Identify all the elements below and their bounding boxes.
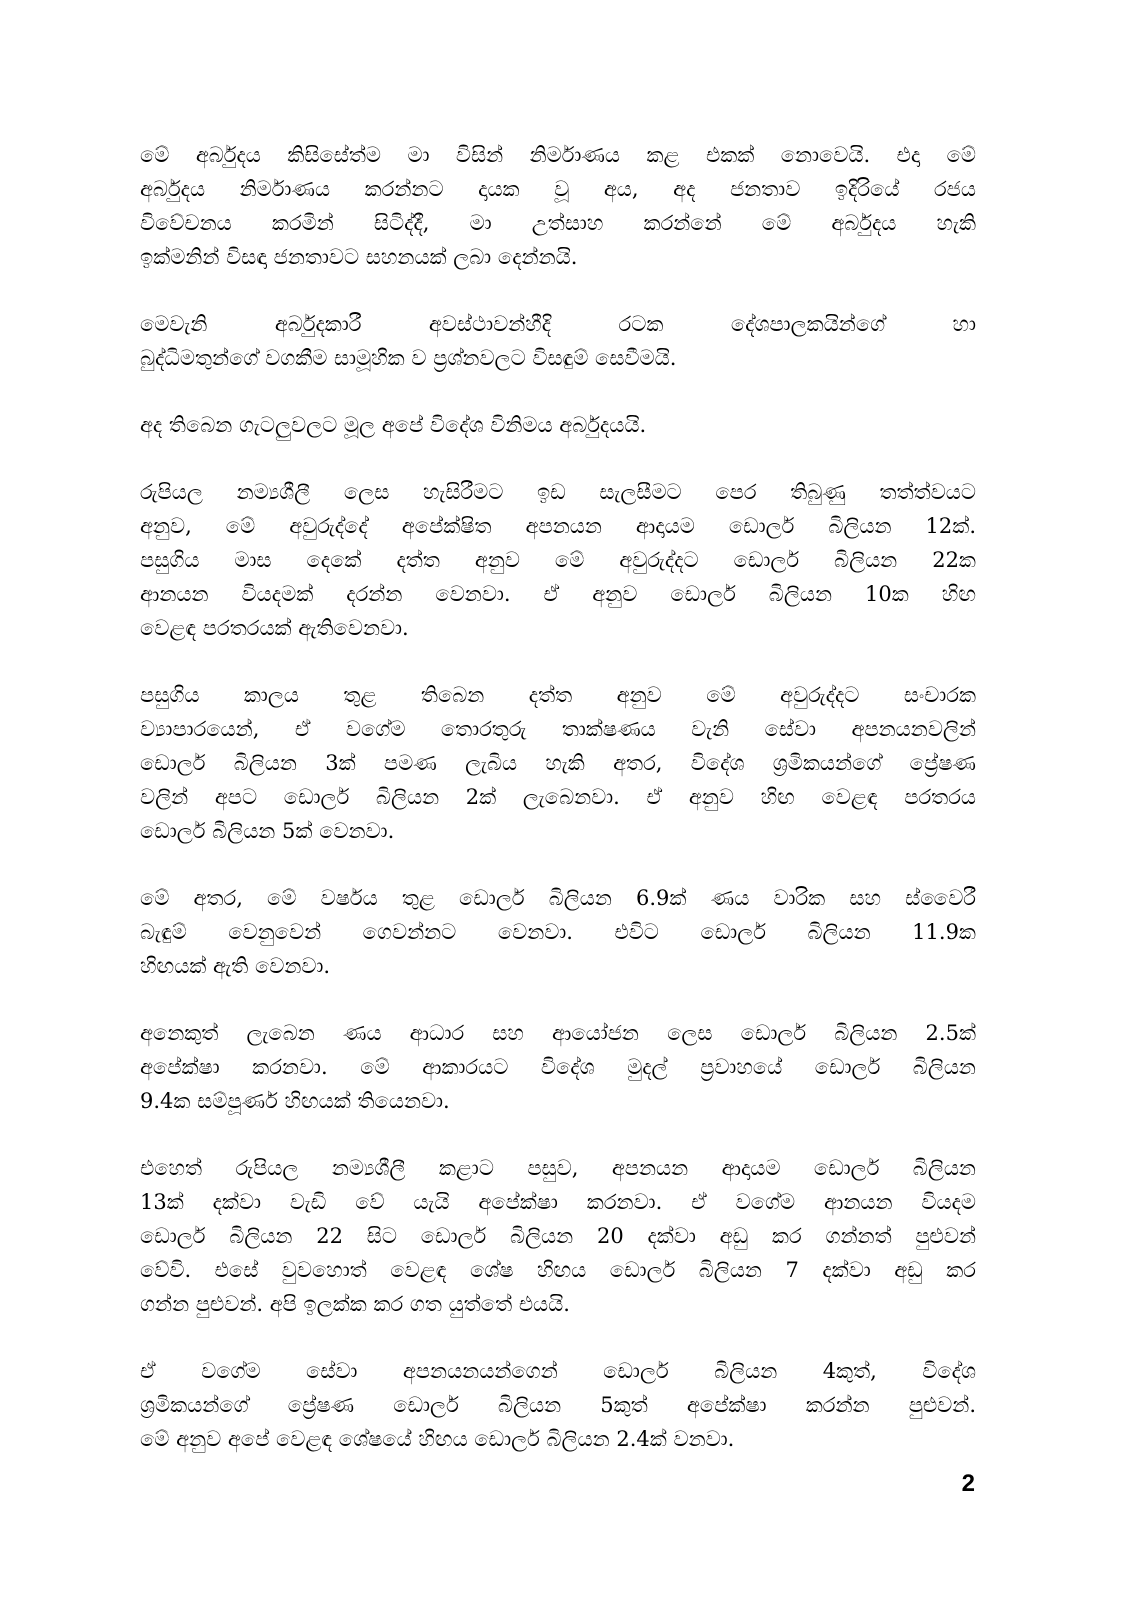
text-line: අනෙකුත් ලැබෙන ණය ආධාර සහ ආයෝජන ලෙස ඩොලර් බිලියන 2.5ක්: [140, 1021, 976, 1045]
paragraph: [140, 408, 976, 442]
paragraph: [140, 1016, 976, 1118]
text-line: එහෙත් රුපියල නම්‍යශීලී කළාට පසුව, අපනයන ආදායම ඩොලර් බිලියන: [140, 1156, 976, 1180]
text-line: මේ අර්බුදය කිසිසේත්ම මා විසින් නිර්මාණය කළ එකක් නොවෙයි. එදා මේ: [140, 143, 976, 167]
text-line: ඒ වගේම සේවා අපනයනයන්ගෙන් ඩොලර් බිලියන 4කුත්, විදේශ: [140, 1359, 976, 1383]
paragraph: [140, 1354, 976, 1456]
paragraph: [140, 138, 976, 274]
text-line: මේ අතර, මේ වර්ෂය තුළ ඩොලර් බිලියන 6.9ක් ණය වාරික සහ ස්වෛරී: [140, 886, 976, 910]
text-line: වේවි. එසේ වුවහොත් වෙළඳ ශේෂ හිඟය ඩොලර් බිලියන 7 දක්වා අඩු කර: [140, 1258, 976, 1282]
text-line: වලින් අපට ඩොලර් බිලියන 2ක් ලැබෙනවා. ඒ අනුව හිඟ වෙළඳ පරතරය: [140, 785, 976, 809]
text-line: අද තිබෙන ගැටලුවලට මූල අපේ විදේශ විනිමය අර්බුදයයි.: [140, 413, 647, 437]
text-line: 9.4ක සම්පූර්ණ හිඟයක් තියෙනවා.: [140, 1089, 450, 1113]
text-line: රුපියල නම්‍යශීලී ලෙස හැසිරීමට ඉඩ සැලසීමට පෙර තිබුණු තත්ත්වයට: [140, 480, 976, 504]
paragraph: [140, 475, 976, 645]
text-line: මේ අනුව අපේ වෙළඳ ශේෂයේ හිඟය ඩොලර් බිලියන 2.4ක් වනවා.: [140, 1427, 735, 1451]
text-line: අපේක්ෂා කරනවා. මේ ආකාරයට විදේශ මුදල් ප්‍රවාහයේ ඩොලර් බිලියන: [140, 1055, 976, 1079]
text-line: ඩොලර් බිලියන 22 සිට ඩොලර් බිලියන 20 දක්වා අඩු කර ගන්නත් පුළුවන්: [140, 1224, 976, 1248]
text-line: 13ක් දක්වා වැඩි වේ යැයි අපේක්ෂා කරනවා. ඒ වගේම ආනයන වියදම: [140, 1190, 976, 1214]
text-line: වෙළඳ පරතරයක් ඇතිවෙනවා.: [140, 616, 409, 640]
text-line: ඉක්මනින් විසඳා ජනතාවට සහනයක් ලබා දෙන්නයි.: [140, 245, 578, 269]
text-line: ඩොලර් බිලියන 5ක් වෙනවා.: [140, 819, 395, 843]
text-line: මෙවැනි අර්බුදකාරී අවස්ථාවන්හීදි රටක දේශපාලකයින්ගේ හා: [140, 312, 976, 336]
paragraph: [140, 881, 976, 983]
text-line: බුද්ධිමතුන්ගේ වගකීම සාමූහික ව ප්‍රශ්නවලට විසඳුම් සෙවීමයි.: [140, 346, 677, 370]
text-line: ගන්න පුළුවන්. අපි ඉලක්ක කර ගත යුත්තේ එයයි.: [140, 1292, 570, 1316]
text-line: හිඟයක් ඇති වෙනවා.: [140, 954, 331, 978]
text-line: ශ්‍රමිකයන්ගේ ප්‍රේෂණ ඩොලර් බිලියන 5කුත් අපේක්ෂා කරන්න පුළුවන්.: [140, 1393, 976, 1417]
body-text: [140, 138, 976, 1489]
text-line: පසුගිය මාස දෙකේ දත්ත අනුව මේ අවුරුද්දට ඩොලර් බිලියන 22ක: [140, 548, 976, 572]
text-line: විවේචනය කරමින් සිටිද්දී, මා උත්සාහ කරන්නේ මේ අර්බුදය හැකි: [140, 211, 976, 235]
text-line: අර්බුදය නිර්මාණය කරන්නට දායක වූ අය, අද ජනතාව ඉදිරියේ රජය: [140, 177, 976, 201]
paragraph: [140, 678, 976, 848]
page-number: 2: [961, 1470, 975, 1497]
text-line: අනුව, මේ අවුරුද්දේ අපේක්ෂිත අපනයන ආදායම ඩොලර් බිලියන 12ක්.: [140, 514, 976, 538]
paragraph: [140, 1151, 976, 1321]
text-line: ව්‍යාපාරයෙන්, ඒ වගේම තොරතුරු තාක්ෂණය වැනි සේවා අපනයනවලින්: [140, 717, 976, 741]
text-line: ආනයන වියදමක් දරන්න වෙනවා. ඒ අනුව ඩොලර් බිලියන 10ක හිඟ: [140, 582, 976, 606]
paragraph: [140, 307, 976, 375]
text-line: ඩොලර් බිලියන 3ක් පමණ ලැබිය හැකි අතර, විදේශ ශ්‍රමිකයන්ගේ ප්‍රේෂණ: [140, 751, 976, 775]
text-line: පසුගිය කාලය තුළ තිබෙන දත්ත අනුව මේ අවුරුද්දට සංචාරක: [140, 683, 976, 707]
text-line: බැඳුම් වෙනුවෙන් ගෙවන්නට වෙනවා. එවිට ඩොලර් බිලියන 11.9ක: [140, 920, 976, 944]
